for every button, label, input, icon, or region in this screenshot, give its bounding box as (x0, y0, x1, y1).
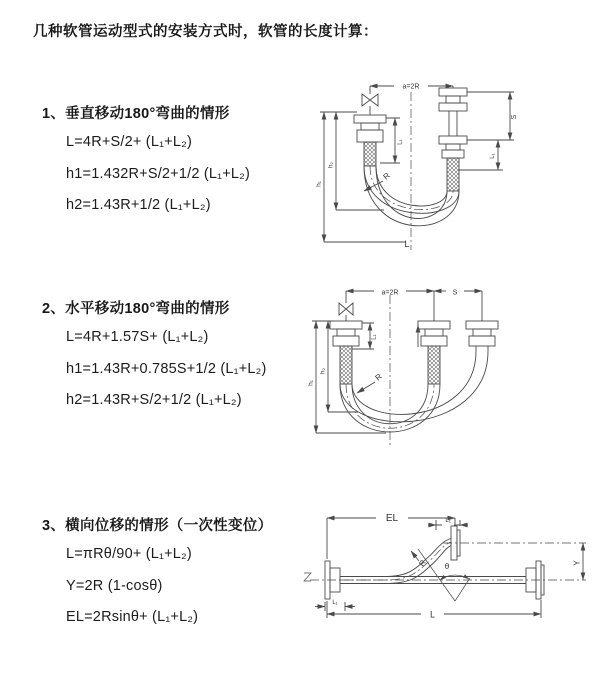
angle-radius-line (418, 549, 470, 601)
section-1 (42, 102, 312, 222)
formula-line: Y=2R (1-cosθ) (66, 577, 163, 594)
flange-left (330, 321, 362, 346)
pipe (476, 346, 488, 351)
extension-line (346, 291, 482, 321)
formula-line: L=4R+S/2+ (L₁+L₂) (66, 134, 192, 150)
hose-position-moved (340, 351, 488, 422)
diagram-horizontal-180-bend (306, 281, 594, 449)
section-3 (42, 514, 312, 634)
formula-line: h2=1.43R+S/2+1/2 (L₁+L₂) (66, 392, 242, 408)
dim-h1-label: h₁ (307, 380, 315, 386)
flange-middle (418, 321, 450, 346)
length-label: L (404, 239, 410, 249)
dim-stroke-label: S (452, 289, 458, 297)
dim-fitting-label: L₁ (371, 334, 378, 340)
dim-y-label: Y (572, 560, 582, 566)
flange-right (466, 321, 498, 346)
formula-line: h1=1.432R+S/2+1/2 (L₁+L₂) (66, 165, 251, 182)
section-3-formulas (42, 539, 312, 634)
formula-line: h1=1.43R+0.785S+1/2 (L₁+L₂) (66, 360, 267, 377)
braided-hose-segment (447, 158, 459, 191)
dim-el-label: EL (385, 513, 399, 524)
formula-line: L=4R+1.57S+ (L₁+L₂) (66, 329, 209, 345)
radius-label: R (381, 170, 392, 182)
formula-line: L=πRθ/90+ (L₁+L₂) (66, 546, 192, 562)
radius-leader (357, 382, 375, 393)
section-1-formulas (42, 127, 312, 222)
section-2-heading: 2、水平移动180°弯曲的情形 (42, 301, 230, 317)
flange-right-upper (439, 88, 467, 111)
radius-leader (411, 551, 419, 561)
formula-line: EL=2Rsinθ+ (L₁+L₂) (66, 609, 199, 625)
flange-left (354, 115, 386, 142)
hose-lower-position (364, 166, 459, 226)
section-1-heading: 1、垂直移动180°弯曲的情形 (42, 106, 230, 122)
valve-icon (339, 303, 353, 321)
angle-label: θ (444, 562, 450, 571)
dim-fitting-top-label: L₁ (445, 518, 451, 524)
dim-fitting-left-label: L₁ (397, 139, 404, 145)
section-2 (42, 297, 312, 417)
dim-h2-label: h₂ (327, 161, 335, 169)
diagram-vertical-180-bend (306, 70, 594, 258)
diagram-lateral-displacement (296, 501, 598, 649)
braided-hose-segment (364, 142, 376, 166)
dim-length-label: L (429, 609, 436, 620)
section-3-heading: 3、横向位移的情形（一次性变位） (42, 518, 273, 534)
page-title: 几种软管运动型式的安装方式时，软管的长度计算： (33, 24, 378, 40)
hose-position-initial (340, 384, 440, 432)
pipe (449, 111, 457, 136)
angle-arc (440, 575, 469, 580)
dim-span-label: a=2R (402, 83, 420, 91)
dim-fitting-right-label: L₁ (490, 153, 496, 159)
centerline-symbol (304, 573, 311, 581)
dim-span-label: a=2R (381, 289, 399, 297)
hose-upper-position (364, 166, 459, 213)
braided-hose-segment (340, 346, 352, 384)
braided-hose-segment (428, 346, 440, 384)
section-2-formulas (42, 322, 312, 417)
dim-h2-label: h₂ (319, 367, 327, 375)
valve-icon (362, 94, 378, 115)
flange-right-lower (439, 136, 467, 158)
formula-line: h2=1.43R+1/2 (L₁+L₂) (66, 197, 211, 213)
radius-label: R (417, 558, 428, 569)
dim-stroke-label: S (511, 114, 518, 120)
dim-h1-label: h₁ (315, 181, 323, 187)
dim-fitting-left-label: L₁ (332, 600, 338, 606)
radius-label: R (373, 371, 384, 383)
